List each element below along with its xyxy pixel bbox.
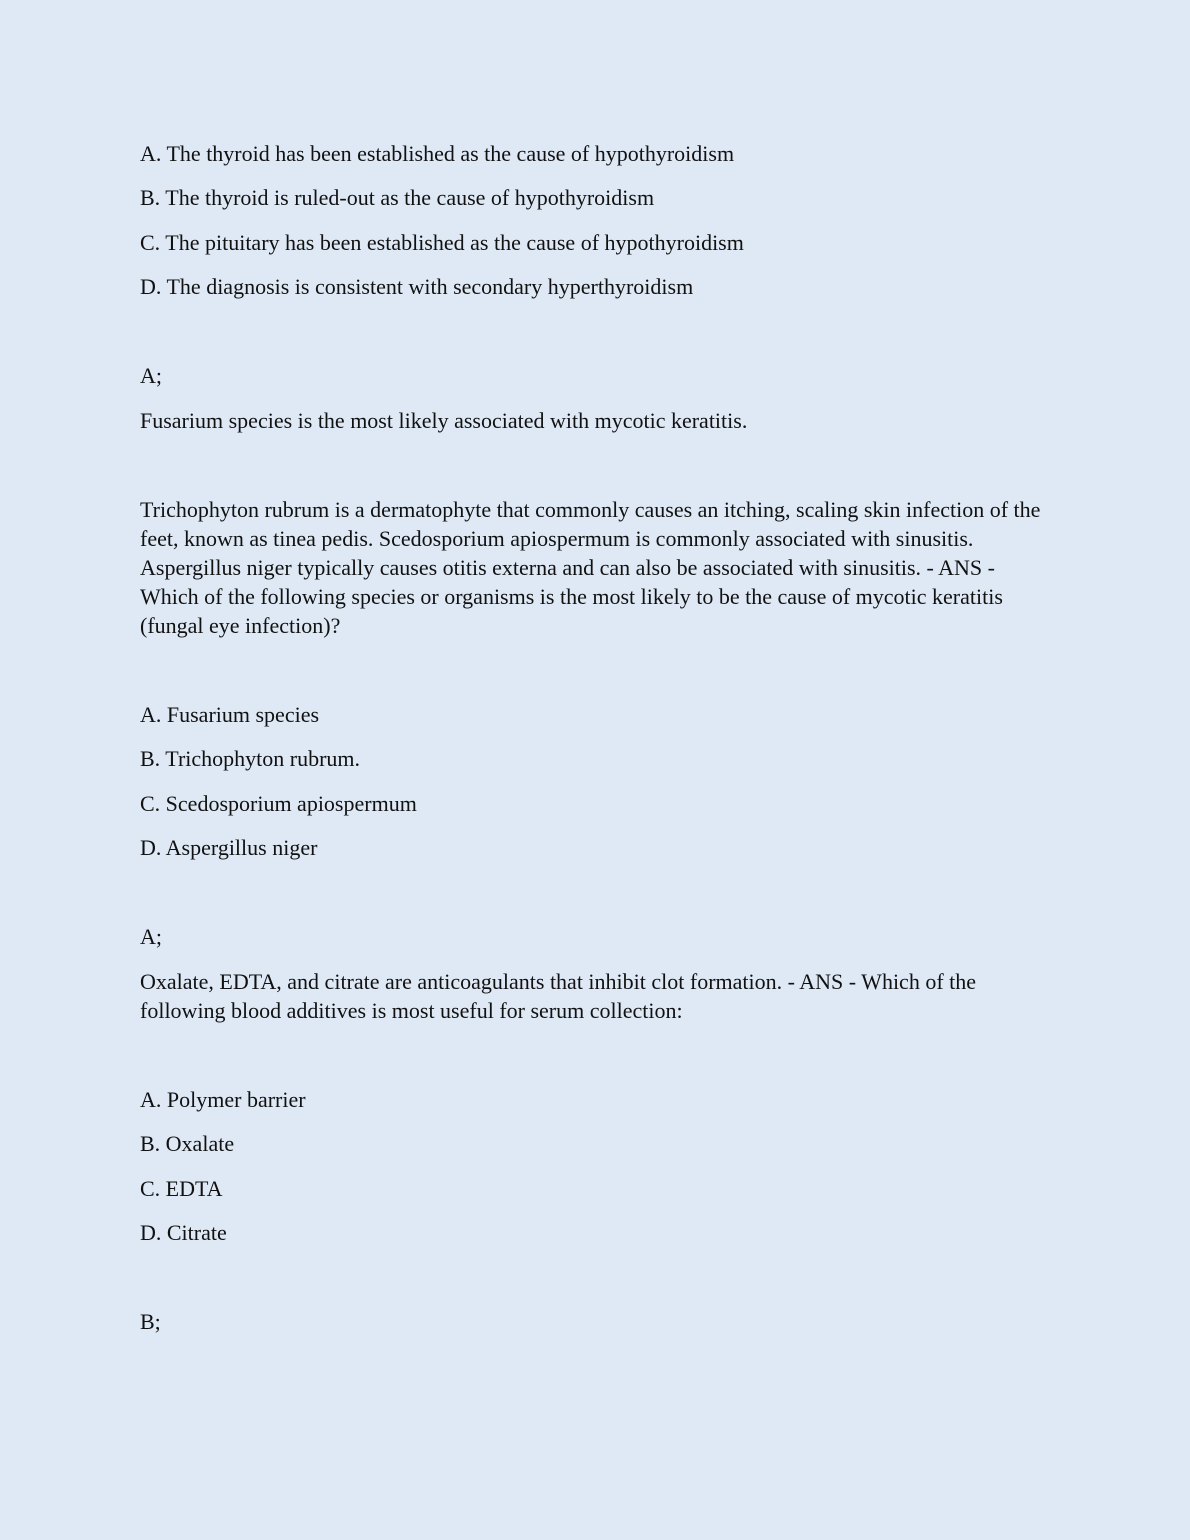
q3-question: Oxalate, EDTA, and citrate are anticoagulants that inhibit clot formation. - ANS - Which of the following blood additives is most useful for serum collection: xyxy=(140,969,977,1023)
q2-summary: Fusarium species is the most likely associated with mycotic keratitis. xyxy=(140,408,748,433)
q2-question: Trichophyton rubrum is a dermatophyte that commonly causes an itching, scaling skin infection of the feet, known as tinea pedis. Scedosporium apiospermum is commonly associated with sinusitis. Aspergillus niger typically causes otitis externa and can also be associated with sinusitis. - ANS - Which of the following species or organisms is the most likely to be the cause of mycotic keratitis (fungal eye infection)? xyxy=(140,497,1041,638)
q2-option-c: C. Scedosporium apiospermum xyxy=(140,791,417,816)
q3-answer: B; xyxy=(140,1309,161,1334)
q1-option-d: D. The diagnosis is consistent with secondary hyperthyroidism xyxy=(140,274,694,299)
q1-option-a: A. The thyroid has been established as the cause of hypothyroidism xyxy=(140,141,735,166)
q1-option-b: B. The thyroid is ruled-out as the cause of hypothyroidism xyxy=(140,185,655,210)
q2-option-b: B. Trichophyton rubrum. xyxy=(140,746,361,771)
q2-option-d: D. Aspergillus niger xyxy=(140,835,318,860)
q1-answer: A; xyxy=(140,363,162,388)
q3-option-b: B. Oxalate xyxy=(140,1131,235,1156)
q2-option-a: A. Fusarium species xyxy=(140,702,320,727)
q3-option-c: C. EDTA xyxy=(140,1176,223,1201)
q3-option-a: A. Polymer barrier xyxy=(140,1087,306,1112)
q2-answer: A; xyxy=(140,924,162,949)
q1-option-c: C. The pituitary has been established as the cause of hypothyroidism xyxy=(140,230,744,255)
q3-option-d: D. Citrate xyxy=(140,1220,227,1245)
